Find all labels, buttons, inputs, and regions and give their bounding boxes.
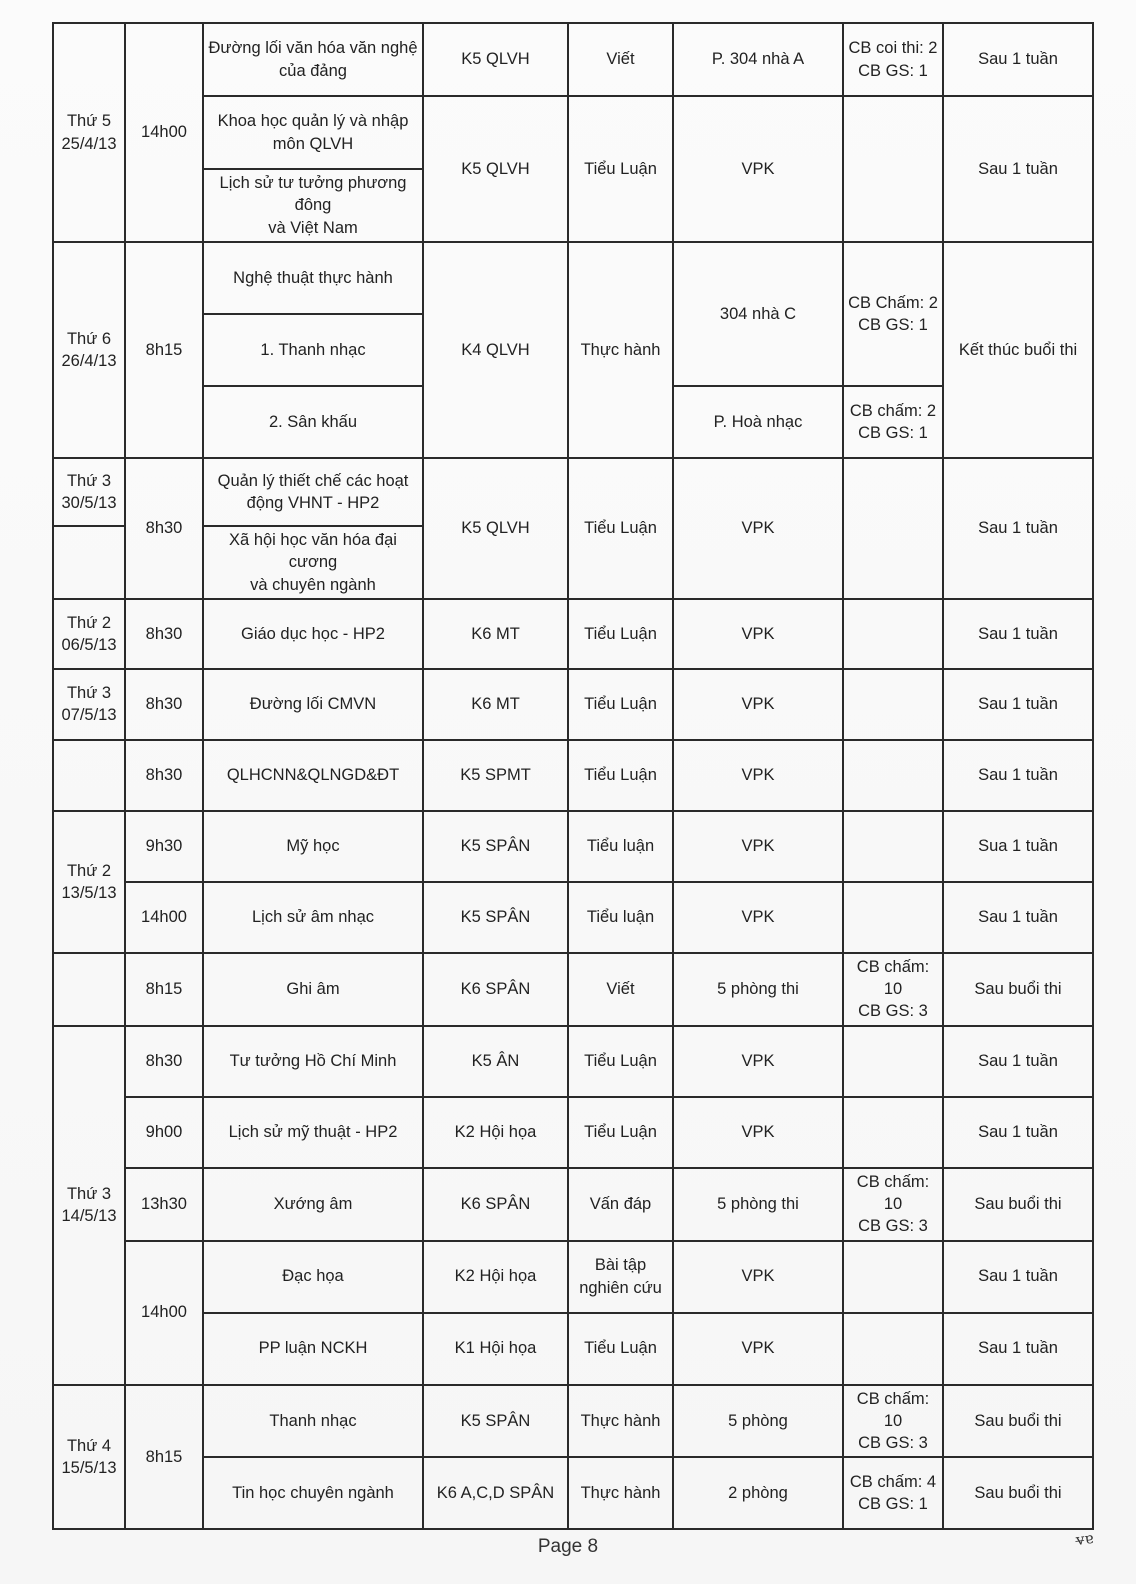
date-cell	[53, 953, 125, 1026]
room-cell: VPK	[673, 458, 843, 599]
staff-cell	[843, 458, 943, 599]
date-cell: Thứ 3 07/5/13	[53, 669, 125, 740]
class-cell: K1 Hội họa	[423, 1313, 568, 1385]
staff-cell	[843, 96, 943, 242]
form-cell: Thực hành	[568, 1385, 673, 1458]
subject-cell: PP luận NCKH	[203, 1313, 423, 1385]
result-cell: Sau 1 tuần	[943, 1313, 1093, 1385]
class-cell: K6 MT	[423, 599, 568, 669]
room-cell: 5 phòng	[673, 1385, 843, 1458]
form-cell: Thực hành	[568, 242, 673, 458]
subject-cell: Xã hội học văn hóa đại cương và chuyên ngành	[203, 526, 423, 599]
class-cell: K2 Hội họa	[423, 1097, 568, 1168]
table-row	[53, 669, 1093, 740]
room-cell: VPK	[673, 882, 843, 953]
table-row	[53, 23, 1093, 96]
room-cell: 5 phòng thi	[673, 1168, 843, 1241]
subject-cell: Mỹ học	[203, 811, 423, 882]
subject-cell: Đường lối CMVN	[203, 669, 423, 740]
staff-cell	[843, 1026, 943, 1097]
staff-cell: CB chấm: 2 CB GS: 1	[843, 386, 943, 458]
time-cell: 9h00	[125, 1097, 203, 1168]
time-cell: 8h15	[125, 242, 203, 458]
subject-cell: Khoa học quản lý và nhập môn QLVH	[203, 96, 423, 169]
form-cell: Tiểu Luận	[568, 669, 673, 740]
staff-cell	[843, 599, 943, 669]
subject-cell: Đường lối văn hóa văn nghệ của đảng	[203, 23, 423, 96]
table-row	[53, 96, 1093, 169]
table-row	[53, 1313, 1093, 1385]
staff-cell: CB coi thi: 2 CB GS: 1	[843, 23, 943, 96]
result-cell: Sau 1 tuần	[943, 740, 1093, 811]
form-cell: Tiểu Luận	[568, 599, 673, 669]
table-row	[53, 1241, 1093, 1313]
room-cell: 5 phòng thi	[673, 953, 843, 1026]
staff-cell: CB chấm: 10 CB GS: 3	[843, 1168, 943, 1241]
date-cell	[53, 740, 125, 811]
result-cell: Sau buổi thi	[943, 1385, 1093, 1458]
time-cell: 14h00	[125, 23, 203, 242]
form-cell: Thực hành	[568, 1457, 673, 1529]
date-cell: Thứ 6 26/4/13	[53, 242, 125, 458]
time-cell: 14h00	[125, 882, 203, 953]
time-cell: 8h30	[125, 1026, 203, 1097]
class-cell: K5 SPÂN	[423, 1385, 568, 1458]
result-cell: Sau 1 tuần	[943, 96, 1093, 242]
subject-cell: Nghệ thuật thực hành	[203, 242, 423, 314]
room-cell: VPK	[673, 1026, 843, 1097]
table-row	[53, 953, 1093, 1026]
time-cell: 13h30	[125, 1168, 203, 1241]
class-cell: K5 SPÂN	[423, 882, 568, 953]
staff-cell: CB Chấm: 2 CB GS: 1	[843, 242, 943, 386]
result-cell: Sau buổi thi	[943, 1168, 1093, 1241]
subject-cell: Xướng âm	[203, 1168, 423, 1241]
staff-cell	[843, 1313, 943, 1385]
table-row	[53, 242, 1093, 314]
time-cell: 8h30	[125, 669, 203, 740]
date-cell: Thứ 3 14/5/13	[53, 1026, 125, 1385]
table-row	[53, 882, 1093, 953]
room-cell: 2 phòng	[673, 1457, 843, 1529]
table-row	[53, 1457, 1093, 1529]
subject-cell: Lịch sử mỹ thuật - HP2	[203, 1097, 423, 1168]
class-cell: K5 QLVH	[423, 23, 568, 96]
staff-cell: CB chấm: 4 CB GS: 1	[843, 1457, 943, 1529]
result-cell: Sau 1 tuần	[943, 669, 1093, 740]
form-cell: Tiểu Luận	[568, 740, 673, 811]
date-cell: Thứ 4 15/5/13	[53, 1385, 125, 1530]
staff-cell	[843, 811, 943, 882]
form-cell: Tiểu Luận	[568, 96, 673, 242]
form-cell: Viết	[568, 953, 673, 1026]
class-cell: K6 A,C,D SPÂN	[423, 1457, 568, 1529]
subject-cell: Đạc họa	[203, 1241, 423, 1313]
result-cell: Sau buổi thi	[943, 1457, 1093, 1529]
table-row	[53, 1385, 1093, 1458]
subject-cell: Tư tưởng Hồ Chí Minh	[203, 1026, 423, 1097]
handwritten-initials: v̶ɐ	[1074, 1528, 1095, 1550]
form-cell: Tiểu Luận	[568, 1026, 673, 1097]
result-cell: Sau 1 tuần	[943, 1097, 1093, 1168]
room-cell: VPK	[673, 599, 843, 669]
date-cell	[53, 526, 125, 599]
staff-cell: CB chấm: 10 CB GS: 3	[843, 1385, 943, 1458]
room-cell: P. 304 nhà A	[673, 23, 843, 96]
result-cell: Sau 1 tuần	[943, 1026, 1093, 1097]
room-cell: VPK	[673, 811, 843, 882]
result-cell: Sau 1 tuần	[943, 1241, 1093, 1313]
table-row	[53, 1097, 1093, 1168]
subject-cell: QLHCNN&QLNGD&ĐT	[203, 740, 423, 811]
room-cell: VPK	[673, 96, 843, 242]
time-cell: 14h00	[125, 1241, 203, 1385]
table-row	[53, 1168, 1093, 1241]
room-cell: VPK	[673, 1241, 843, 1313]
subject-cell: Giáo dục học - HP2	[203, 599, 423, 669]
class-cell: K6 SPÂN	[423, 953, 568, 1026]
form-cell: Viết	[568, 23, 673, 96]
staff-cell: CB chấm: 10 CB GS: 3	[843, 953, 943, 1026]
staff-cell	[843, 1241, 943, 1313]
table-row	[53, 599, 1093, 669]
room-cell: P. Hoà nhạc	[673, 386, 843, 458]
form-cell: Vấn đáp	[568, 1168, 673, 1241]
form-cell: Tiểu luận	[568, 811, 673, 882]
subject-cell: Lịch sử tư tưởng phương đông và Việt Nam	[203, 169, 423, 242]
form-cell: Bài tập nghiên cứu	[568, 1241, 673, 1313]
subject-cell: Lịch sử âm nhạc	[203, 882, 423, 953]
form-cell: Tiểu Luận	[568, 458, 673, 599]
class-cell: K5 QLVH	[423, 96, 568, 242]
staff-cell	[843, 669, 943, 740]
subject-cell: 2. Sân khấu	[203, 386, 423, 458]
room-cell: VPK	[673, 1313, 843, 1385]
time-cell: 8h15	[125, 953, 203, 1026]
subject-cell: Thanh nhạc	[203, 1385, 423, 1458]
staff-cell	[843, 740, 943, 811]
subject-cell: 1. Thanh nhạc	[203, 314, 423, 386]
date-cell: Thứ 2 06/5/13	[53, 599, 125, 669]
result-cell: Sau 1 tuần	[943, 599, 1093, 669]
class-cell: K2 Hội họa	[423, 1241, 568, 1313]
date-cell: Thứ 5 25/4/13	[53, 23, 125, 242]
result-cell: Sau 1 tuần	[943, 23, 1093, 96]
time-cell: 9h30	[125, 811, 203, 882]
class-cell: K5 QLVH	[423, 458, 568, 599]
result-cell: Sua 1 tuần	[943, 811, 1093, 882]
table-row	[53, 740, 1093, 811]
form-cell: Tiểu Luận	[568, 1313, 673, 1385]
class-cell: K5 ÂN	[423, 1026, 568, 1097]
staff-cell	[843, 882, 943, 953]
result-cell: Sau 1 tuần	[943, 882, 1093, 953]
time-cell: 8h30	[125, 458, 203, 599]
date-cell: Thứ 3 30/5/13	[53, 458, 125, 526]
staff-cell	[843, 1097, 943, 1168]
table-row	[53, 458, 1093, 526]
page-number: Page 8	[537, 1536, 599, 1557]
time-cell: 8h30	[125, 599, 203, 669]
form-cell: Tiểu luận	[568, 882, 673, 953]
result-cell: Kết thúc buổi thi	[943, 242, 1093, 458]
class-cell: K6 SPÂN	[423, 1168, 568, 1241]
class-cell: K4 QLVH	[423, 242, 568, 458]
class-cell: K6 MT	[423, 669, 568, 740]
room-cell: 304 nhà C	[673, 242, 843, 386]
subject-cell: Quản lý thiết chế các hoạt động VHNT - HP2	[203, 458, 423, 526]
subject-cell: Ghi âm	[203, 953, 423, 1026]
result-cell: Sau 1 tuần	[943, 458, 1093, 599]
room-cell: VPK	[673, 669, 843, 740]
result-cell: Sau buổi thi	[943, 953, 1093, 1026]
class-cell: K5 SPÂN	[423, 811, 568, 882]
time-cell: 8h15	[125, 1385, 203, 1530]
class-cell: K5 SPMT	[423, 740, 568, 811]
room-cell: VPK	[673, 740, 843, 811]
form-cell: Tiểu Luận	[568, 1097, 673, 1168]
table-row	[53, 811, 1093, 882]
subject-cell: Tin học chuyên ngành	[203, 1457, 423, 1529]
date-cell: Thứ 2 13/5/13	[53, 811, 125, 953]
exam-schedule-table	[52, 22, 1094, 1530]
room-cell: VPK	[673, 1097, 843, 1168]
table-row	[53, 1026, 1093, 1097]
time-cell: 8h30	[125, 740, 203, 811]
